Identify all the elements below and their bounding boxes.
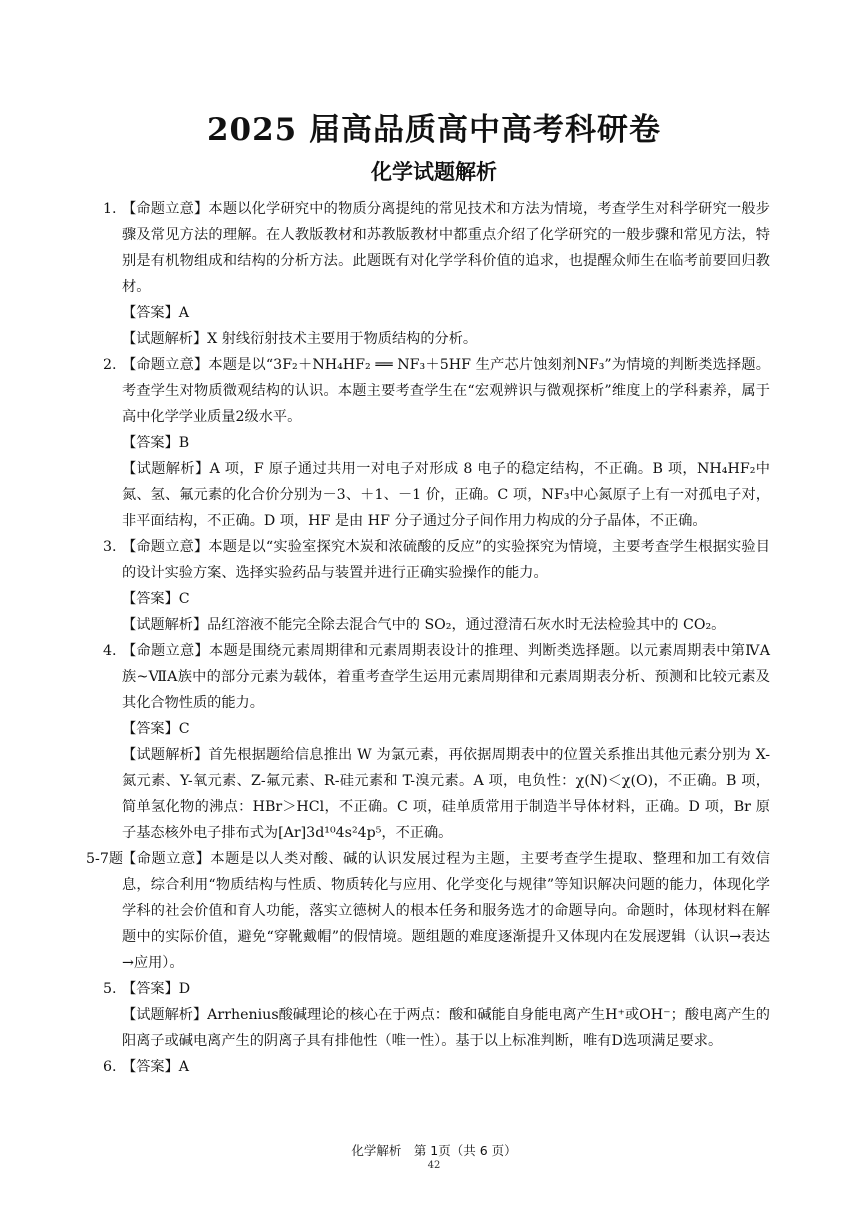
item-1-intent: 1. 【命题立意】本题以化学研究中的物质分离提纯的常见技术和方法为情境，考查学生对科学研究一般步骤及常见方法的理解。在人教版教材和苏教版教材中都重点介绍了化学研究的一般步骤和常见方法，特别是有机物组成和结构的分析方法。此题既有对化学学科价值的追求，也提醒众师生在临考前要回归教材。 [103, 201, 770, 295]
item-1-answer: 【答案】A [122, 305, 189, 321]
item-1-analysis: 【试题解析】X 射线衍射技术主要用于物质结构的分析。 [122, 331, 478, 347]
document-body [0, 196, 868, 1080]
item-3-analysis: 【试题解析】品红溶液不能完全除去混合气中的 SO₂，通过澄清石灰水时无法检验其中的 CO₂。 [122, 617, 726, 633]
item-2-answer: 【答案】B [122, 435, 190, 451]
item-4-intent: 4. 【命题立意】本题是围绕元素周期律和元素周期表设计的推理、判断类选择题。以元素周期表中第ⅣA族~ⅦA族中的部分元素为载体，着重考查学生运用元素周期律和元素周期表分析、预测和比较元素及其化合物性质的能力。 [103, 643, 770, 711]
page-number: 42 [427, 1160, 441, 1171]
item-4-answer: 【答案】C [122, 721, 190, 737]
item-2-intent: 2. 【命题立意】本题是以“3F₂＋NH₄HF₂ ══ NF₃＋5HF 生产芯片蚀刻剂NF₃”为情境的判断类选择题。考查学生对物质微观结构的认识。本题主要考查学生在“宏观辨识与微观探析”维度上的学科素养，属于高中化学学业质量2级水平。 [103, 357, 770, 425]
item-3-answer: 【答案】C [122, 591, 190, 607]
item-5-answer: 5. 【答案】D [103, 981, 191, 997]
item-2-analysis: 【试题解析】A 项，F 原子通过共用一对电子对形成 8 电子的稳定结构，不正确。B 项，NH₄HF₂中氮、氢、氟元素的化合价分别为－3、＋1、－1 价，正确。C 项，NF₃中心氮原子上有一对孤电子对，非平面结构，不正确。D 项，HF 是由 HF 分子通过分子间作用力构成的分子晶体，不正确。 [122, 461, 770, 529]
page-subtitle: 化学试题解析 [371, 160, 497, 184]
item-5-analysis: 【试题解析】Arrhenius酸碱理论的核心在于两点：酸和碱能自身能电离产生H⁺或OH⁻；酸电离产生的阳离子或碱电离产生的阴离子具有排他性（唯一性）。基于以上标准判断，唯有D选项满足要求。 [122, 1007, 770, 1049]
item-4-analysis: 【试题解析】首先根据题给信息推出 W 为氯元素，再依据周期表中的位置关系推出其他元素分别为 X-氮元素、Y-氧元素、Z-氟元素、R-硅元素和 T-溴元素。A 项，电负性：χ(N)＜χ(O)，不正确。B 项，简单氢化物的沸点：HBr＞HCl，不正确。C 项，硅单质常用于制造半导体材料，正确。D 项，Br 原子基态核外电子排布式为[Ar]3d¹⁰4s²4p⁵，不正确。 [122, 747, 770, 841]
item-3-intent: 3. 【命题立意】本题是以“实验室探究木炭和浓硫酸的反应”的实验探究为情境，主要考查学生根据实验目的设计实验方案、选择实验药品与装置并进行正确实验操作的能力。 [103, 539, 770, 581]
page-footer: 化学解析 第 1页（共 6 页） [351, 1143, 517, 1158]
item-5-7-intent: 5-7题 【命题立意】本题是以人类对酸、碱的认识发展过程为主题，主要考查学生提取、整理和加工有效信息，综合利用“物质结构与性质、物质转化与应用、化学变化与规律”等知识解决问题的能力，体现化学学科的社会价值和育人功能，落实立德树人的根本任务和服务选才的命题导向。命题时，体现材料在解题中的实际价值，避免“穿靴戴帽”的假情境。题组题的难度逐渐提升又体现内在发展逻辑（认识→表达→应用）。 [86, 851, 770, 971]
item-6-answer: 6. 【答案】A [103, 1059, 189, 1075]
page-title: 2025 届高品质高中高考科研卷 [206, 112, 662, 148]
